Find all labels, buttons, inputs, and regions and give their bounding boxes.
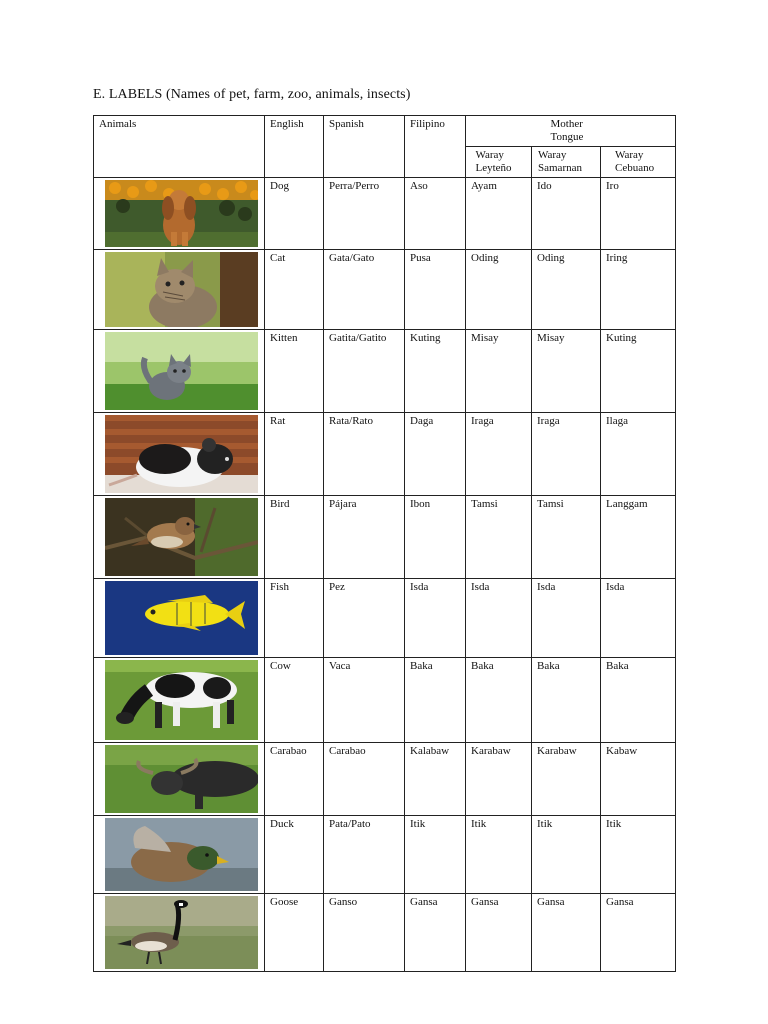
animal-photo-cell: [94, 496, 265, 579]
table-row: [94, 496, 676, 579]
page-title: E. LABELS (Names of pet, farm, zoo, animals, insects): [93, 87, 411, 102]
duck-photo: [105, 818, 258, 891]
header-waray-leyteno: [466, 147, 532, 178]
table-row: [94, 658, 676, 743]
leyteno-cell: Itik: [466, 816, 532, 894]
leyteno-cell: Tamsi: [466, 496, 532, 579]
samarnan-cell: Gansa: [532, 894, 601, 972]
spanish-cell: Gatita/Gatito: [324, 330, 405, 413]
animal-photo-cell: [94, 579, 265, 658]
samarnan-cell: Baka: [532, 658, 601, 743]
filipino-cell: Gansa: [405, 894, 466, 972]
leyteno-cell: Gansa: [466, 894, 532, 972]
cebuano-cell: Langgam: [601, 496, 676, 579]
animal-photo-cell: [94, 178, 265, 250]
animal-photo-cell: [94, 250, 265, 330]
animal-photo-cell: [94, 816, 265, 894]
header-waray-leyteno-label: Waray Leyteño: [475, 149, 512, 174]
filipino-cell: Kuting: [405, 330, 466, 413]
header-english: English: [265, 116, 324, 178]
spanish-cell: Pata/Pato: [324, 816, 405, 894]
english-cell: Rat: [265, 413, 324, 496]
spanish-cell: Pez: [324, 579, 405, 658]
samarnan-cell: Isda: [532, 579, 601, 658]
english-cell: Kitten: [265, 330, 324, 413]
cebuano-cell: Kabaw: [601, 743, 676, 816]
table-row: [94, 579, 676, 658]
table-row: [94, 413, 676, 496]
spanish-cell: Perra/Perro: [324, 178, 405, 250]
table-row: [94, 250, 676, 330]
header-filipino: Filipino: [405, 116, 466, 178]
carabao-photo: [105, 745, 258, 813]
header-animals: Animals: [94, 116, 265, 178]
english-cell: Duck: [265, 816, 324, 894]
leyteno-cell: Iraga: [466, 413, 532, 496]
header-mother-tongue-label: Mother Tongue: [550, 118, 584, 143]
animal-photo-cell: [94, 413, 265, 496]
cebuano-cell: Kuting: [601, 330, 676, 413]
cebuano-cell: Itik: [601, 816, 676, 894]
table-row: [94, 330, 676, 413]
filipino-cell: Ibon: [405, 496, 466, 579]
cow-photo: [105, 660, 258, 740]
table-row: [94, 743, 676, 816]
animal-photo-cell: [94, 743, 265, 816]
table-row: [94, 894, 676, 972]
filipino-cell: Daga: [405, 413, 466, 496]
spanish-cell: Vaca: [324, 658, 405, 743]
leyteno-cell: Baka: [466, 658, 532, 743]
header-waray-samarnan-label: Waray Samarnan: [538, 149, 582, 174]
spanish-cell: Pájara: [324, 496, 405, 579]
leyteno-cell: Oding: [466, 250, 532, 330]
dog-photo: [105, 180, 258, 247]
spanish-cell: Gata/Gato: [324, 250, 405, 330]
leyteno-cell: Karabaw: [466, 743, 532, 816]
header-spanish: Spanish: [324, 116, 405, 178]
cebuano-cell: Baka: [601, 658, 676, 743]
english-cell: Carabao: [265, 743, 324, 816]
cebuano-cell: Gansa: [601, 894, 676, 972]
spanish-cell: Ganso: [324, 894, 405, 972]
samarnan-cell: Tamsi: [532, 496, 601, 579]
header-waray-cebuano: [601, 147, 676, 178]
filipino-cell: Kalabaw: [405, 743, 466, 816]
cebuano-cell: Iring: [601, 250, 676, 330]
english-cell: Cow: [265, 658, 324, 743]
table-row: [94, 178, 676, 250]
english-cell: Cat: [265, 250, 324, 330]
english-cell: Goose: [265, 894, 324, 972]
samarnan-cell: Misay: [532, 330, 601, 413]
header-waray-cebuano-label: Waray Cebuano: [615, 149, 655, 174]
labels-table: [93, 115, 676, 972]
samarnan-cell: Ido: [532, 178, 601, 250]
samarnan-cell: Karabaw: [532, 743, 601, 816]
rat-photo: [105, 415, 258, 493]
cebuano-cell: Iro: [601, 178, 676, 250]
animal-photo-cell: [94, 330, 265, 413]
cat-photo: [105, 252, 258, 327]
animal-photo-cell: [94, 894, 265, 972]
filipino-cell: Isda: [405, 579, 466, 658]
goose-photo: [105, 896, 258, 969]
animal-photo-cell: [94, 658, 265, 743]
english-cell: Bird: [265, 496, 324, 579]
filipino-cell: Itik: [405, 816, 466, 894]
filipino-cell: Aso: [405, 178, 466, 250]
english-cell: Fish: [265, 579, 324, 658]
samarnan-cell: Oding: [532, 250, 601, 330]
leyteno-cell: Misay: [466, 330, 532, 413]
spanish-cell: Carabao: [324, 743, 405, 816]
table-row: [94, 816, 676, 894]
spanish-cell: Rata/Rato: [324, 413, 405, 496]
cebuano-cell: Isda: [601, 579, 676, 658]
header-waray-samarnan: [532, 147, 601, 178]
leyteno-cell: Ayam: [466, 178, 532, 250]
samarnan-cell: Iraga: [532, 413, 601, 496]
filipino-cell: Baka: [405, 658, 466, 743]
bird-photo: [105, 498, 258, 576]
samarnan-cell: Itik: [532, 816, 601, 894]
filipino-cell: Pusa: [405, 250, 466, 330]
kitten-photo: [105, 332, 258, 410]
cebuano-cell: Ilaga: [601, 413, 676, 496]
english-cell: Dog: [265, 178, 324, 250]
header-mother-tongue: [466, 116, 676, 147]
fish-photo: [105, 581, 258, 655]
leyteno-cell: Isda: [466, 579, 532, 658]
